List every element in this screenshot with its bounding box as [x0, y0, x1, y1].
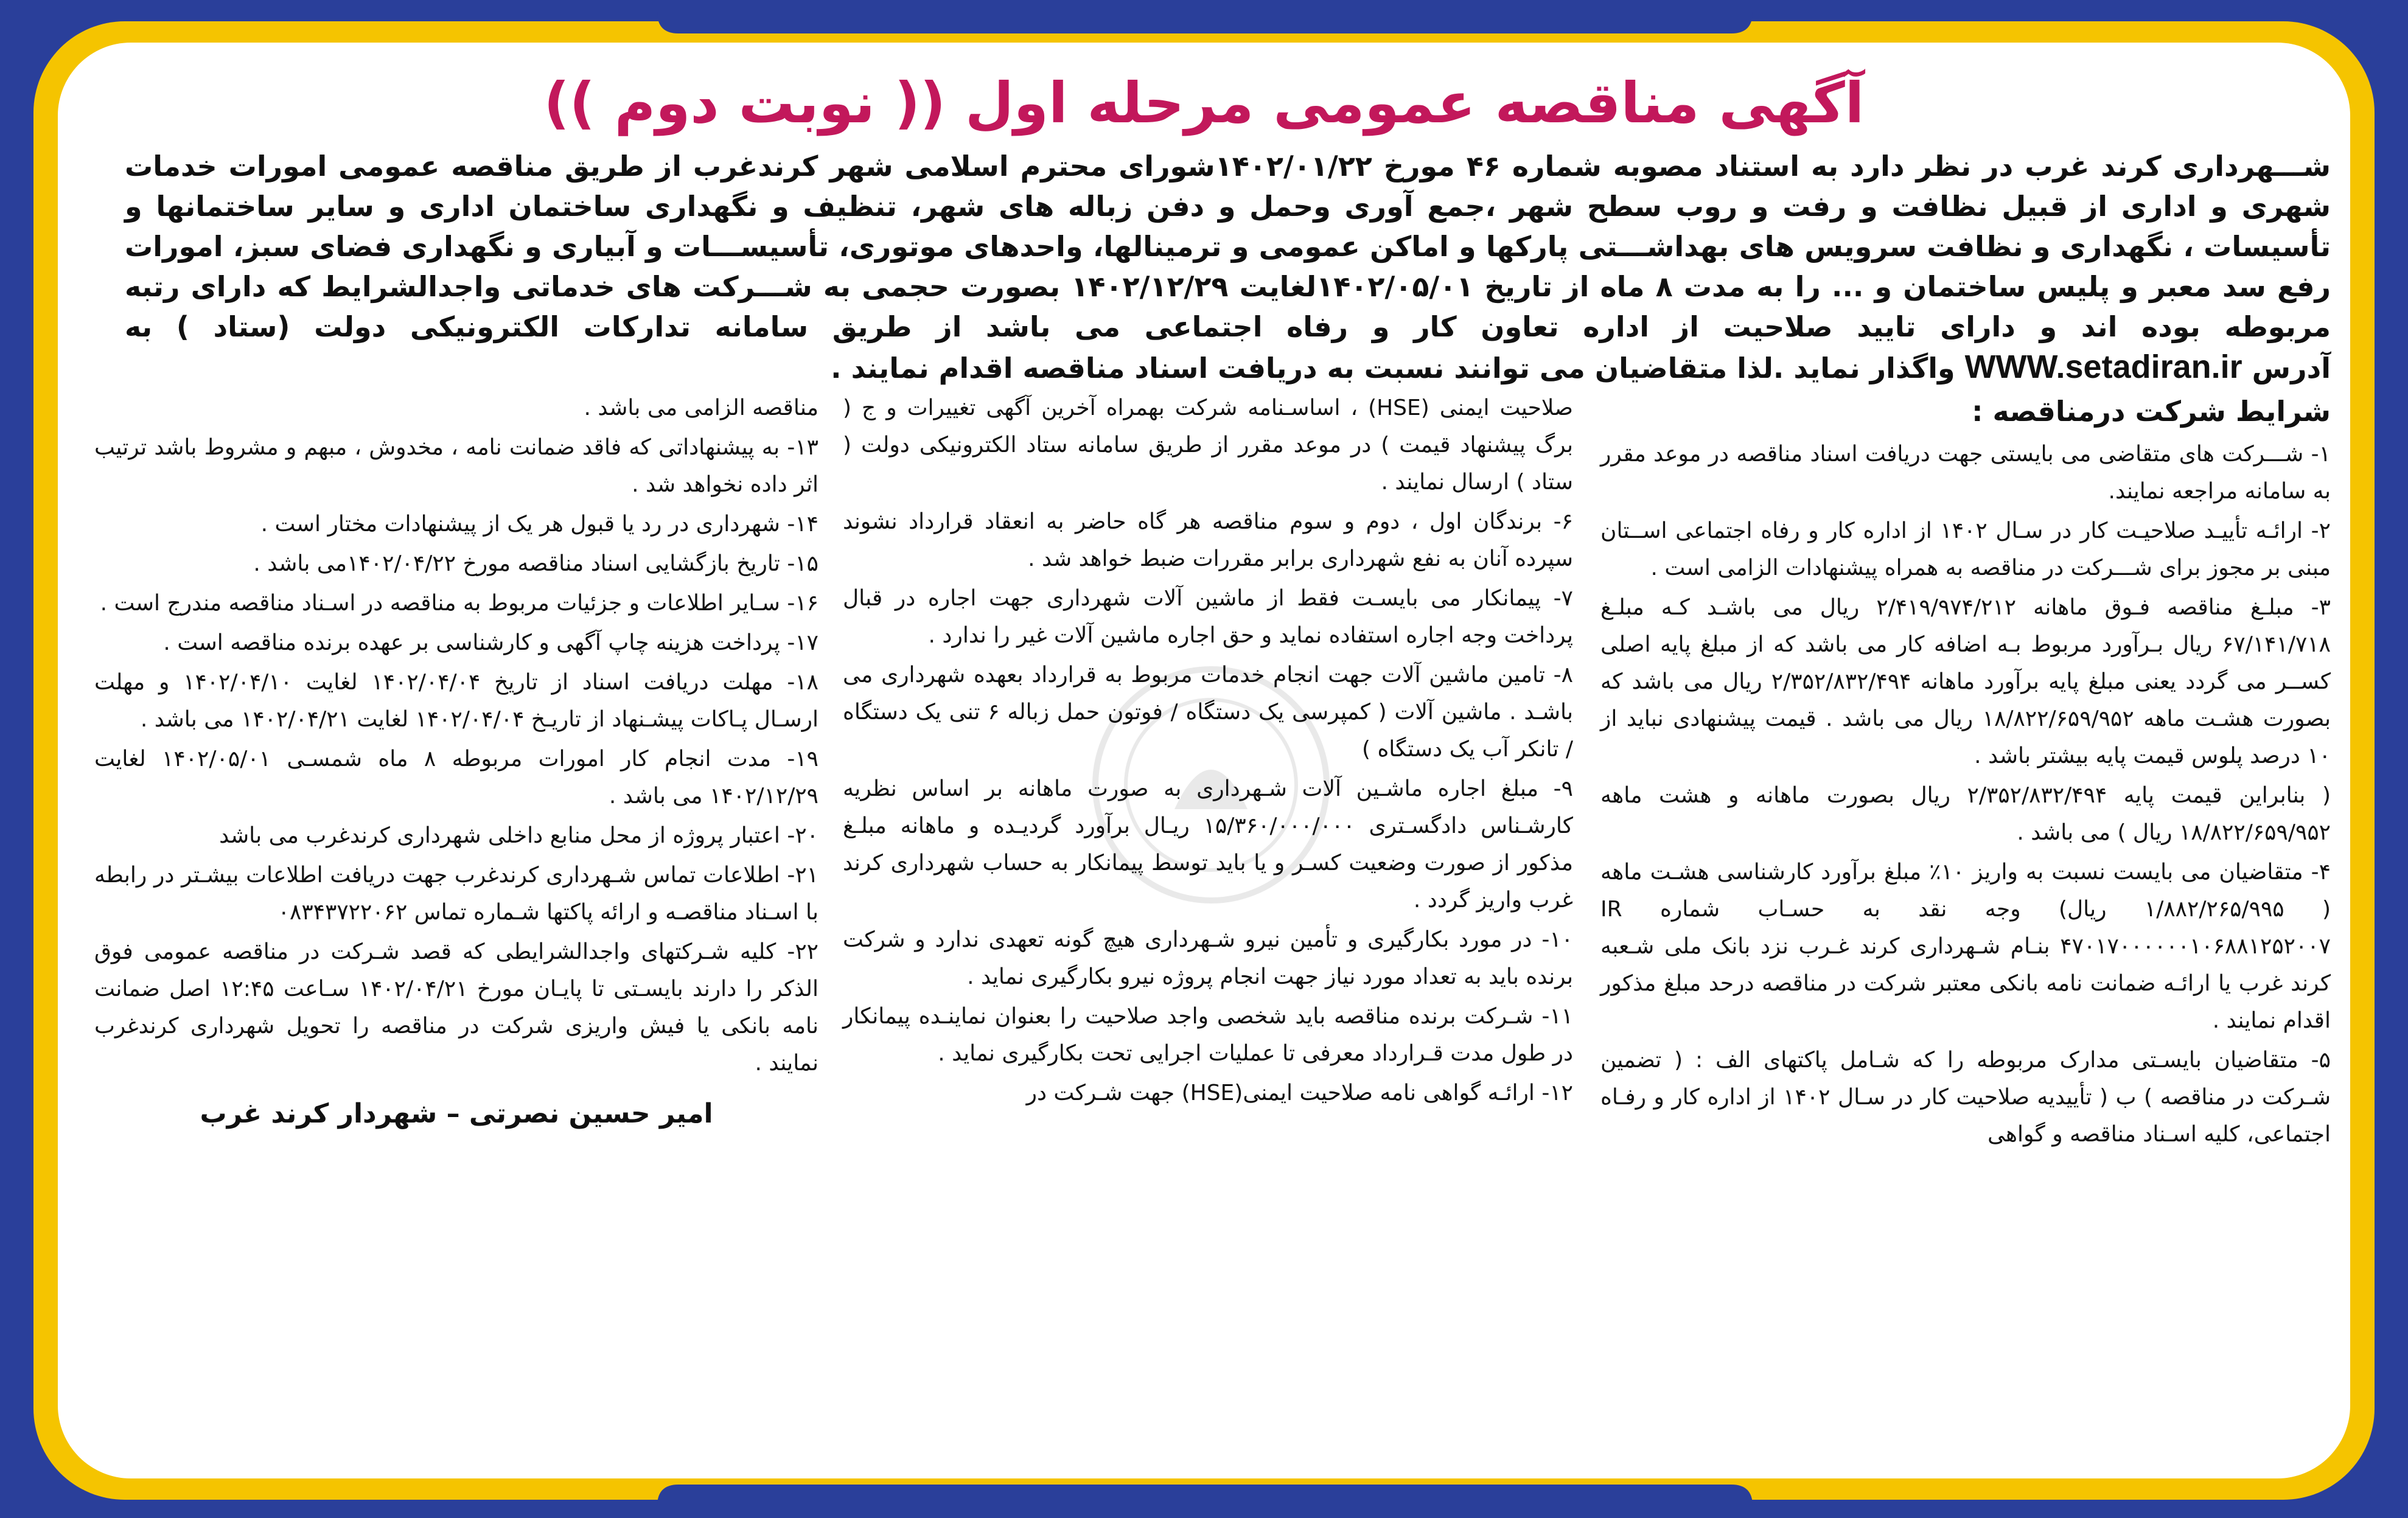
list-item: ۱۰- در مورد بکارگیری و تأمین نیرو شـهرداری هیچ گونه تعهدی ندارد و شرکت برنده باید به تعداد مورد نیاز جهت انجام پروژه نیرو بکارگیری نماید .	[843, 927, 1573, 989]
notice-title: آگهی مناقصه عمومی مرحله اول (( نوبت دوم ))	[543, 71, 1865, 136]
list-item: ۱- شـــرکت های متقاضی می بایستی جهت دریافت اسناد مناقصه در موعد مقرر به سامانه مراجعه نمایند.	[1600, 442, 2331, 504]
list-item: مناقصه الزامی می باشد .	[584, 395, 818, 420]
list-item: ۲۲- کلیه شـرکتهای واجدالشرایطی که قصد شـرکت در مناقصه عمومی فوق الذکر را دارند بایسـتی تا پایـان مورخ ۱۴۰۲/۰۴/۲۱ سـاعت ۱۲:۴۵ اصل ضمانت نامه بانکی یا فیش واریزی شرکت در مناقصه را تحویل شهرداری کرندغرب نمایند .	[94, 939, 819, 1076]
list-item: ۱۹- مدت انجام کار امورات مربوطه ۸ ماه شمسـی ۱۴۰۲/۰۵/۰۱ لغایت ۱۴۰۲/۱۲/۲۹ می باشد .	[94, 747, 819, 809]
list-item: ۱۲- ارائـه گواهی نامه صلاحیت ایمنی(HSE) جهت شـرکت در	[1026, 1081, 1573, 1105]
list-item: ۲۰- اعتبار پروژه از محل منابع داخلی شهرداری کرندغرب می باشد	[219, 823, 818, 848]
column-middle	[843, 389, 1573, 1114]
intro-paragraph	[125, 146, 2331, 388]
intro-text: شـــهرداری کرند غرب در نظر دارد به استناد مصوبه شماره ۴۶ مورخ ۱۴۰۲/۰۱/۲۲شورای محترم اسلامی شهر کرندغرب از طریق مناقصه عمومی امورات خدمات شهری و اداری از قبیل نظافت و رفت و روب سطح شهر ،جمع آوری وحمل و دفن زباله های شهر، تنظیف و نگهداری ساختمان اداری و سایر ساختمانها و تأسیسات ، نگهداری و نظافت سرویس های بهداشـــتی پارکها و اماکن عمومی و ترمینالها، واحدهای موتوری، تأسیســـات و آبیاری و نگهداری فضای سبز، امورات رفع سد معبر و پلیس ساختمان و ... را به مدت ۸ ماه از تاریخ ۱۴۰۲/۰۵/۰۱لغایت ۱۴۰۲/۱۲/۲۹ بصورت حجمی به شـــرکت های خدماتی واجدالشرایط که دارای رتبه مربوطه بوده اند و دارای تایید صلاحیت از اداره تعاون کار و رفاه اجتماعی می باشد از طریق سامانه تدارکات الکترونیکی دولت (ستاد ) به آدرس	[125, 150, 2331, 385]
list-item: ۵- متقاضیان بایسـتی مدارک مربوطه را که شـامل پاکتهای الف : ( تضمین شـرکت در مناقصه ) ب ( تأییدیه صلاحیت کار در سـال ۱۴۰۲ از اداره کار و رفـاه اجتماعی، کلیه اسـناد مناقصه و گواهی	[1600, 1048, 2331, 1147]
list-item: ۳- مبلـغ مناقصه فـوق ماهانه ۲/۴۱۹/۹۷۴/۲۱۲ ریال می باشـد کـه مبلـغ ۶۷/۱۴۱/۷۱۸ ریال بـرآورد مربوط بـه اضافه کار می باشد که از مبلغ پایه اصلی کســر می گردد یعنی مبلغ پایه برآورد ماهانه ۲/۳۵۲/۸۳۲/۴۹۴ ریال می باشد که بصورت هشـت ماهه ۱۸/۸۲۲/۶۵۹/۹۵۲ ریال می باشد . قیمت پیشنهادی نباید از ۱۰ درصد پلوس قیمت پایه بیشتر باشد .	[1600, 595, 2331, 768]
list-item: صلاحیت ایمنی (HSE) ، اساسـنامه شرکت بهمراه آخرین آگهی تغییرات و ج ( برگ پیشنهاد قیمت ) در موعد مقرر از طریق سامانه ستاد الکترونیکی دولت ( ستاد ) ارسال نمایند .	[843, 395, 1573, 495]
column-left	[94, 389, 818, 1138]
list-item: ۱۳- به پیشنهاداتی که فاقد ضمانت نامه ، مخدوش ، مبهم و مشروط باشد ترتیب اثر داده نخواهد شد .	[94, 435, 818, 497]
list-item: ۱۶- سـایر اطلاعات و جزئیات مربوط به مناقصه در اسـناد مناقصه مندرج است .	[100, 591, 818, 616]
list-item: ۱۸- مهلت دریافت اسناد از تاریخ ۱۴۰۲/۰۴/۰۴ لغایت ۱۴۰۲/۰۴/۱۰ و مهلت ارسـال پـاکات پیشـنهاد از تاریـخ ۱۴۰۲/۰۴/۰۴ لغایت ۱۴۰۲/۰۴/۲۱ می باشد .	[94, 670, 819, 732]
list-item: ۱۱- شـرکت برنده مناقصه باید شخصی واجد صلاحیت را بعنوان نماینـده پیمانکار در طول مدت قـرارداد معرفی تا عملیات اجرایی تحت بکارگیری نماید .	[843, 1004, 1573, 1066]
mayor-signature: امیر حسین نصرتی – شهردار کرند غرب	[200, 1098, 713, 1129]
list-item: ۲- ارائـه تأییـد صلاحیـت کار در سـال ۱۴۰۲ از اداره کار و رفاه اجتماعی اســتان مبنی بر مجوز برای شـــرکت در مناقصه به همراه پیشنهادات الزامی است .	[1600, 518, 2331, 580]
list-item: ۶- برندگان اول ، دوم و سوم مناقصه هر گاه حاضر به انعقاد قرارداد نشوند سپرده آنان به نفع شهرداری برابر مقررات ضبط خواهد شد .	[843, 509, 1573, 571]
list-item: ۱۵- تاریخ بازگشایی اسناد مناقصه مورخ ۱۴۰۲/۰۴/۲۲می باشد .	[253, 551, 818, 576]
column-right	[1600, 389, 2331, 1155]
list-item: ( بنابراین قیمت پایه ۲/۳۵۲/۸۳۲/۴۹۴ ریال بصورت ماهانه و هشت ماهه ۱۸/۸۲۲/۶۵۹/۹۵۲ ریال ) می باشد .	[1600, 783, 2331, 845]
list-item: ۱۴- شهرداری در رد یا قبول هر یک از پیشنهادات مختار است .	[260, 512, 818, 537]
list-item: ۲۱- اطلاعات تماس شـهرداری کرندغرب جهت دریافت اطلاعات بیشـتر در رابطه با اسـناد مناقصـه و ارائه پاکتها شـماره تماس ۰۸۳۴۳۷۲۲۰۶۲	[94, 863, 818, 925]
list-item: ۸- تامین ماشین آلات جهت انجام خدمات مربوط به قرارداد بعهده شهرداری می باشـد . ماشین آلات ( کمپرسی یک دستگاه / فوتون حمل زباله ۶ تنی یک دستگاه / تانکر آب یک دستگاه )	[843, 663, 1573, 762]
intro-text-end: واگذار نماید .لذا متقاضیان می توانند نسبت به دریافت اسناد مناقصه اقدام نمایند .	[831, 352, 1965, 385]
conditions-heading: شرایط شرکت درمناقصه :	[1972, 395, 2331, 428]
list-item: ۱۷- پرداخت هزینه چاپ آگهی و کارشناسی بر عهده برنده مناقصه است .	[163, 630, 818, 655]
list-item: ۹- مبلغ اجاره ماشـین آلات شـهرداری به صورت ماهانه بر اساس نظریه کارشـناس دادگسـتری ۱۵/۳۶۰/۰۰۰/۰۰۰ ریـال برآورد گردیـده و ماهانه مبلـغ مذکور از صورت وضعیت کسـر و یا باید توسط پیمانکار به حساب شهرداری کرند غرب واریز گردد .	[843, 776, 1573, 913]
list-item: ۷- پیمانکار می بایسـت فقط از ماشین آلات شهرداری جهت اجاره در قبال پرداخت وجه اجاره استفاده نماید و حق اجاره ماشین آلات غیر را ندارد .	[843, 586, 1573, 648]
setad-website: WWW.setadiran.ir	[1964, 349, 2242, 385]
list-item: ۴- متقاضیان می بایست نسبت به واریز ۱۰٪ مبلغ برآورد کارشناسی هشـت ماهه ( ۱/۸۸۲/۲۶۵/۹۹۵ ریال) وجه نقد به حسـاب شماره IR ۴۷۰۱۷۰۰۰۰۰۰۱۰۶۸۸۱۲۵۲۰۰۷ بنـام شـهرداری کرند غـرب نزد بانک ملی شـعبه کرند غرب یا ارائـه ضمانت نامه بانکی معتبر شرکت در مناقصه درحد مبلغ مذکور اقدام نمایند .	[1600, 860, 2331, 1033]
